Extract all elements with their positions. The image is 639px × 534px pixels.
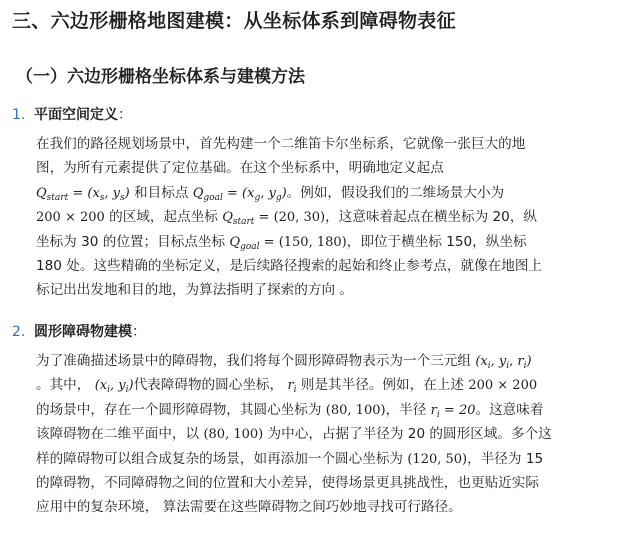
math-center-2: (120, 50) — [407, 451, 468, 467]
text-line: 200 × 200 的区域，起点坐标 $Q_{start} = (20$, 30)，这意味着起点在横坐标为 20，纵 — [36, 209, 538, 228]
text-line — [36, 373, 612, 397]
text-fragment: 为中心，占据了半径为 20 的圆形区域。多个这 — [267, 426, 552, 443]
math-q-start: $Q_{start}$ — [222, 210, 255, 228]
text-line: 标记出出发地和目的地，为算法指明了探索的方向 。 — [36, 282, 353, 299]
math-q-start: $Q_{start}$ — [36, 185, 69, 203]
text-fragment: 的区域，起点坐标 — [109, 209, 218, 226]
colon: ： — [118, 107, 132, 123]
text-fragment: 样的障碍物可以组合成复杂的场景，如再添加一个圆心坐标为 — [36, 450, 404, 467]
math-q-goal: $Q_{goal}$ — [229, 234, 260, 252]
subsection-heading: （一）六边形栅格坐标体系与建模方法 — [16, 67, 305, 87]
text-fragment: 和目标点 — [134, 184, 189, 201]
text-fragment: 坐标为 30 的位置；目标点坐标 — [36, 233, 226, 250]
math-start-value: (20, 30) — [273, 210, 326, 226]
text-line — [36, 422, 612, 446]
text-fragment: 。这意味着 — [475, 401, 544, 418]
math-center: ($x_i$, $y_i$) — [94, 378, 134, 396]
text-fragment: ，即位于横坐标 150，纵坐标 — [346, 233, 527, 250]
text-line: 在我们的路径规划场景中，首先构建一个二维笛卡尔坐标系，它就像一张巨大的地 — [36, 136, 526, 152]
section-heading: 三、六边形栅格地图建模：从坐标体系到障碍物表征 — [12, 10, 456, 32]
paragraph-plane-definition — [36, 132, 612, 303]
math-goal-coords: ($x_g$, $y_g$) — [242, 185, 287, 203]
list-item-1-header — [12, 104, 132, 124]
text-line: 坐标为 30 的位置；目标点坐标 $Q_{goal} = (150$, 180)，即位于横坐标 150，纵坐标 — [36, 233, 527, 252]
text-fragment: 代表障碍物的圆心坐标， — [133, 377, 284, 394]
text-line: 180 处。这些精确的坐标定义，是后续路径搜索的起始和终止参考点，就像在地图上 — [36, 257, 543, 274]
math-size: 200 × 200 — [36, 210, 105, 226]
list-item-title: 平面空间定义 — [34, 107, 118, 123]
math-radius: $r_i$ — [287, 378, 297, 396]
math-start-coords: ($x_s$, $y_s$) — [87, 185, 130, 203]
text-fragment: 为了准确描述场景中的障碍物，我们将每个圆形障碍物表示为一个三元组 — [36, 353, 471, 369]
text-fragment: 该障碍物在二维平面中，以 — [36, 426, 200, 443]
text-fragment: 的场景中，存在一个圆形障碍物，其圆心坐标为 — [36, 401, 322, 418]
list-number: 1. — [12, 107, 26, 123]
text-fragment: 。例如，假设我们的二维场景大小为 — [286, 184, 505, 201]
text-fragment: 。其中， — [36, 377, 91, 394]
math-center-1: (80, 100) — [203, 427, 264, 443]
list-item-title: 圆形障碍物建模 — [34, 324, 132, 340]
text-line — [36, 398, 612, 422]
math-center-1: (80, 100) — [325, 402, 386, 418]
math-goal-value: (150, 180) — [278, 234, 347, 250]
text-line: 的障碍物，不同障碍物之间的位置和大小差异，使得场景更具挑战性，也更贴近实际 — [36, 474, 539, 491]
colon: ： — [132, 324, 146, 340]
list-item-2-header — [12, 321, 146, 341]
math-radius-eq: $r_i = 20$ — [430, 402, 476, 420]
text-line — [36, 447, 612, 471]
text-fragment: ，半径为 15 — [467, 450, 544, 467]
text-fragment: ，半径 — [385, 401, 427, 418]
text-line: $Q_{start} = (x_s$, $y_s$) 和目标点 $Q_{goal} = (x_g$, $y_g$)。例如，假设我们的二维场景大小为 — [36, 184, 505, 203]
text-fragment: 则是其半径。例如，在上述 — [300, 377, 464, 394]
paragraph-obstacle-modeling — [36, 349, 612, 520]
math-q-goal: $Q_{goal}$ — [192, 185, 223, 203]
text-line: 图，为所有元素提供了定位基础。在这个坐标系中，明确地定义起点 — [36, 160, 444, 177]
text-line — [36, 349, 612, 373]
list-number: 2. — [12, 324, 26, 340]
text-fragment: ，这意味着起点在横坐标为 20，纵 — [325, 209, 538, 226]
math-size: 200 × 200 — [468, 378, 538, 394]
math-triple: ($x_i$, $y_i$, $r_i$) — [475, 354, 532, 371]
text-line: 应用中的复杂环境， 算法需要在这些障碍物之间巧妙地寻找可行路径。 — [36, 499, 462, 516]
